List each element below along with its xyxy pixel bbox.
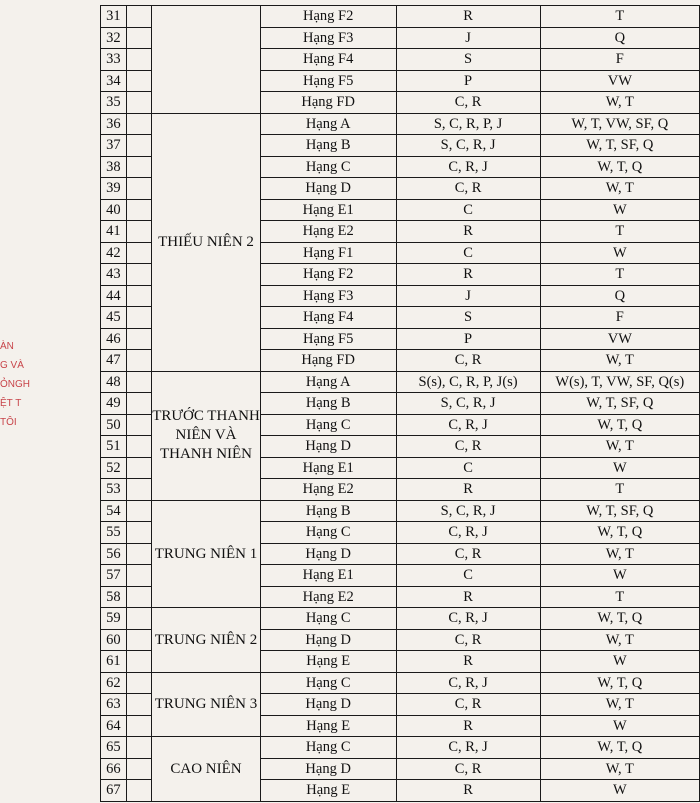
blank-cell: [126, 522, 151, 544]
stamp-line: ỆT T: [0, 398, 22, 409]
row-number: 48: [101, 371, 127, 393]
stamp-line: TÔI: [0, 417, 17, 428]
events-code-cell: W, T, VW, SF, Q: [540, 113, 699, 135]
events-code-cell: T: [540, 479, 699, 501]
age-group-cell: [152, 113, 261, 371]
blank-cell: [126, 242, 151, 264]
stamp-line: G VÀ: [0, 360, 24, 371]
class-cell: Hạng B: [260, 500, 396, 522]
blank-cell: [126, 543, 151, 565]
events-code-cell: W: [540, 457, 699, 479]
blank-cell: [126, 737, 151, 759]
blank-cell: [126, 758, 151, 780]
blank-cell: [126, 328, 151, 350]
age-group-label: NIÊN VÀ: [175, 427, 237, 443]
events-code-cell: W, T: [540, 436, 699, 458]
row-number: 52: [101, 457, 127, 479]
events-code-cell: W, T, SF, Q: [540, 135, 699, 157]
events-cell: J: [396, 285, 540, 307]
stamp-line: ỎNGH: [0, 379, 30, 390]
events-code-cell: W: [540, 651, 699, 673]
events-code-cell: W, T, Q: [540, 156, 699, 178]
events-code-cell: W, T, SF, Q: [540, 393, 699, 415]
events-code-cell: T: [540, 264, 699, 286]
events-cell: C: [396, 457, 540, 479]
row-number: 59: [101, 608, 127, 630]
events-code-cell: W, T: [540, 543, 699, 565]
events-code-cell: W: [540, 715, 699, 737]
events-code-cell: W: [540, 199, 699, 221]
row-number: 64: [101, 715, 127, 737]
blank-cell: [126, 694, 151, 716]
row-number: 51: [101, 436, 127, 458]
events-code-cell: Q: [540, 285, 699, 307]
events-cell: C, R, J: [396, 156, 540, 178]
events-cell: C: [396, 565, 540, 587]
age-group-cell: [152, 608, 261, 673]
age-group-cell: [152, 672, 261, 737]
age-group-label: THIẾU NIÊN 2: [158, 234, 254, 250]
events-code-cell: W: [540, 565, 699, 587]
events-cell: J: [396, 27, 540, 49]
events-cell: S: [396, 307, 540, 329]
blank-cell: [126, 221, 151, 243]
row-number: 36: [101, 113, 127, 135]
events-code-cell: W, T: [540, 178, 699, 200]
blank-cell: [126, 457, 151, 479]
blank-cell: [126, 49, 151, 71]
table-row: [101, 608, 700, 630]
blank-cell: [126, 651, 151, 673]
row-number: 41: [101, 221, 127, 243]
row-number: 53: [101, 479, 127, 501]
events-code-cell: W(s), T, VW, SF, Q(s): [540, 371, 699, 393]
events-code-cell: W, T: [540, 758, 699, 780]
events-code-cell: T: [540, 586, 699, 608]
blank-cell: [126, 436, 151, 458]
row-number: 61: [101, 651, 127, 673]
events-cell: R: [396, 651, 540, 673]
class-cell: Hạng F5: [260, 70, 396, 92]
events-cell: C, R: [396, 92, 540, 114]
blank-cell: [126, 70, 151, 92]
events-cell: R: [396, 6, 540, 28]
blank-cell: [126, 500, 151, 522]
row-number: 32: [101, 27, 127, 49]
class-cell: Hạng C: [260, 522, 396, 544]
row-number: 62: [101, 672, 127, 694]
events-cell: C, R, J: [396, 737, 540, 759]
table-row: [101, 672, 700, 694]
row-number: 38: [101, 156, 127, 178]
table-row: [101, 113, 700, 135]
class-cell: Hạng F3: [260, 285, 396, 307]
class-cell: Hạng C: [260, 737, 396, 759]
row-number: 35: [101, 92, 127, 114]
age-group-label: TRUNG NIÊN 1: [154, 545, 258, 562]
class-cell: Hạng D: [260, 178, 396, 200]
events-cell: C, R, J: [396, 414, 540, 436]
row-number: 55: [101, 522, 127, 544]
class-cell: Hạng C: [260, 156, 396, 178]
events-code-cell: Q: [540, 27, 699, 49]
class-cell: Hạng D: [260, 543, 396, 565]
blank-cell: [126, 780, 151, 802]
class-cell: Hạng A: [260, 113, 396, 135]
row-number: 31: [101, 6, 127, 28]
events-code-cell: W, T, Q: [540, 737, 699, 759]
events-cell: C, R: [396, 350, 540, 372]
events-cell: C, R: [396, 758, 540, 780]
age-group-cell: [152, 500, 261, 608]
row-number: 49: [101, 393, 127, 415]
events-cell: C, R: [396, 543, 540, 565]
events-cell: C, R: [396, 694, 540, 716]
class-cell: Hạng E: [260, 715, 396, 737]
events-code-cell: F: [540, 307, 699, 329]
row-number: 34: [101, 70, 127, 92]
age-group-cell: [152, 6, 261, 114]
blank-cell: [126, 307, 151, 329]
class-cell: Hạng E1: [260, 457, 396, 479]
stamp-line: ÀN: [0, 341, 14, 352]
events-cell: S, C, R, J: [396, 500, 540, 522]
events-code-cell: T: [540, 6, 699, 28]
blank-cell: [126, 199, 151, 221]
row-number: 63: [101, 694, 127, 716]
row-number: 33: [101, 49, 127, 71]
class-cell: Hạng C: [260, 672, 396, 694]
events-cell: R: [396, 586, 540, 608]
class-cell: Hạng F2: [260, 264, 396, 286]
class-cell: Hạng F4: [260, 49, 396, 71]
events-cell: S(s), C, R, P, J(s): [396, 371, 540, 393]
events-code-cell: W, T, Q: [540, 672, 699, 694]
table-row: [101, 6, 700, 28]
events-cell: C, R: [396, 629, 540, 651]
age-group-label: TRUNG NIÊN 3: [154, 696, 258, 713]
events-cell: P: [396, 328, 540, 350]
events-code-cell: W, T: [540, 350, 699, 372]
blank-cell: [126, 27, 151, 49]
class-cell: Hạng FD: [260, 350, 396, 372]
events-code-cell: T: [540, 221, 699, 243]
events-code-cell: W, T: [540, 629, 699, 651]
events-cell: C, R, J: [396, 522, 540, 544]
row-number: 46: [101, 328, 127, 350]
row-number: 43: [101, 264, 127, 286]
blank-cell: [126, 479, 151, 501]
blank-cell: [126, 135, 151, 157]
age-group-label: TRUNG NIÊN 2: [154, 631, 258, 648]
events-code-cell: VW: [540, 328, 699, 350]
class-cell: Hạng E: [260, 780, 396, 802]
events-cell: S, C, R, P, J: [396, 113, 540, 135]
row-number: 65: [101, 737, 127, 759]
events-cell: C: [396, 199, 540, 221]
row-number: 67: [101, 780, 127, 802]
events-code-cell: W, T: [540, 92, 699, 114]
class-cell: Hạng C: [260, 608, 396, 630]
events-cell: C, R, J: [396, 608, 540, 630]
row-number: 58: [101, 586, 127, 608]
events-cell: C, R, J: [396, 672, 540, 694]
class-cell: Hạng F3: [260, 27, 396, 49]
class-cell: Hạng D: [260, 694, 396, 716]
events-cell: C: [396, 242, 540, 264]
blank-cell: [126, 371, 151, 393]
events-code-cell: VW: [540, 70, 699, 92]
events-cell: C, R: [396, 436, 540, 458]
classification-table: [100, 5, 700, 802]
blank-cell: [126, 350, 151, 372]
class-cell: Hạng D: [260, 758, 396, 780]
age-group-label: CAO NIÊN: [170, 760, 242, 777]
row-number: 37: [101, 135, 127, 157]
events-code-cell: W, T, Q: [540, 414, 699, 436]
blank-cell: [126, 629, 151, 651]
class-cell: Hạng E2: [260, 221, 396, 243]
blank-cell: [126, 264, 151, 286]
class-cell: Hạng F5: [260, 328, 396, 350]
events-cell: S, C, R, J: [396, 135, 540, 157]
blank-cell: [126, 586, 151, 608]
row-number: 45: [101, 307, 127, 329]
class-cell: Hạng E1: [260, 565, 396, 587]
events-code-cell: F: [540, 49, 699, 71]
class-cell: Hạng D: [260, 436, 396, 458]
row-number: 40: [101, 199, 127, 221]
row-number: 47: [101, 350, 127, 372]
age-group-cell: [152, 371, 261, 500]
class-cell: Hạng E2: [260, 586, 396, 608]
class-cell: Hạng E: [260, 651, 396, 673]
events-cell: R: [396, 479, 540, 501]
age-group-label: TRƯỚC THANH: [152, 408, 260, 424]
blank-cell: [126, 156, 151, 178]
row-number: 44: [101, 285, 127, 307]
events-cell: R: [396, 264, 540, 286]
row-number: 54: [101, 500, 127, 522]
events-cell: R: [396, 780, 540, 802]
row-number: 57: [101, 565, 127, 587]
class-cell: Hạng A: [260, 371, 396, 393]
blank-cell: [126, 565, 151, 587]
blank-cell: [126, 608, 151, 630]
class-cell: Hạng C: [260, 414, 396, 436]
events-code-cell: W, T, Q: [540, 522, 699, 544]
events-cell: S, C, R, J: [396, 393, 540, 415]
class-cell: Hạng E1: [260, 199, 396, 221]
class-cell: Hạng FD: [260, 92, 396, 114]
blank-cell: [126, 6, 151, 28]
blank-cell: [126, 92, 151, 114]
events-cell: R: [396, 221, 540, 243]
blank-cell: [126, 113, 151, 135]
events-cell: C, R: [396, 178, 540, 200]
table-row: [101, 500, 700, 522]
blank-cell: [126, 285, 151, 307]
blank-cell: [126, 178, 151, 200]
row-number: 39: [101, 178, 127, 200]
events-cell: R: [396, 715, 540, 737]
class-cell: Hạng F2: [260, 6, 396, 28]
row-number: 66: [101, 758, 127, 780]
age-group-cell: [152, 737, 261, 802]
blank-cell: [126, 715, 151, 737]
class-cell: Hạng B: [260, 393, 396, 415]
class-cell: Hạng E2: [260, 479, 396, 501]
table-row: [101, 737, 700, 759]
table-row: [101, 371, 700, 393]
blank-cell: [126, 393, 151, 415]
red-stamp: [0, 325, 30, 455]
row-number: 50: [101, 414, 127, 436]
events-code-cell: W, T, Q: [540, 608, 699, 630]
row-number: 56: [101, 543, 127, 565]
class-cell: Hạng D: [260, 629, 396, 651]
events-code-cell: W: [540, 780, 699, 802]
row-number: 60: [101, 629, 127, 651]
events-cell: P: [396, 70, 540, 92]
row-number: 42: [101, 242, 127, 264]
events-cell: S: [396, 49, 540, 71]
events-code-cell: W, T: [540, 694, 699, 716]
class-cell: Hạng F4: [260, 307, 396, 329]
class-cell: Hạng F1: [260, 242, 396, 264]
age-group-label: THANH NIÊN: [159, 446, 253, 462]
events-code-cell: W, T, SF, Q: [540, 500, 699, 522]
blank-cell: [126, 672, 151, 694]
class-cell: Hạng B: [260, 135, 396, 157]
events-code-cell: W: [540, 242, 699, 264]
blank-cell: [126, 414, 151, 436]
